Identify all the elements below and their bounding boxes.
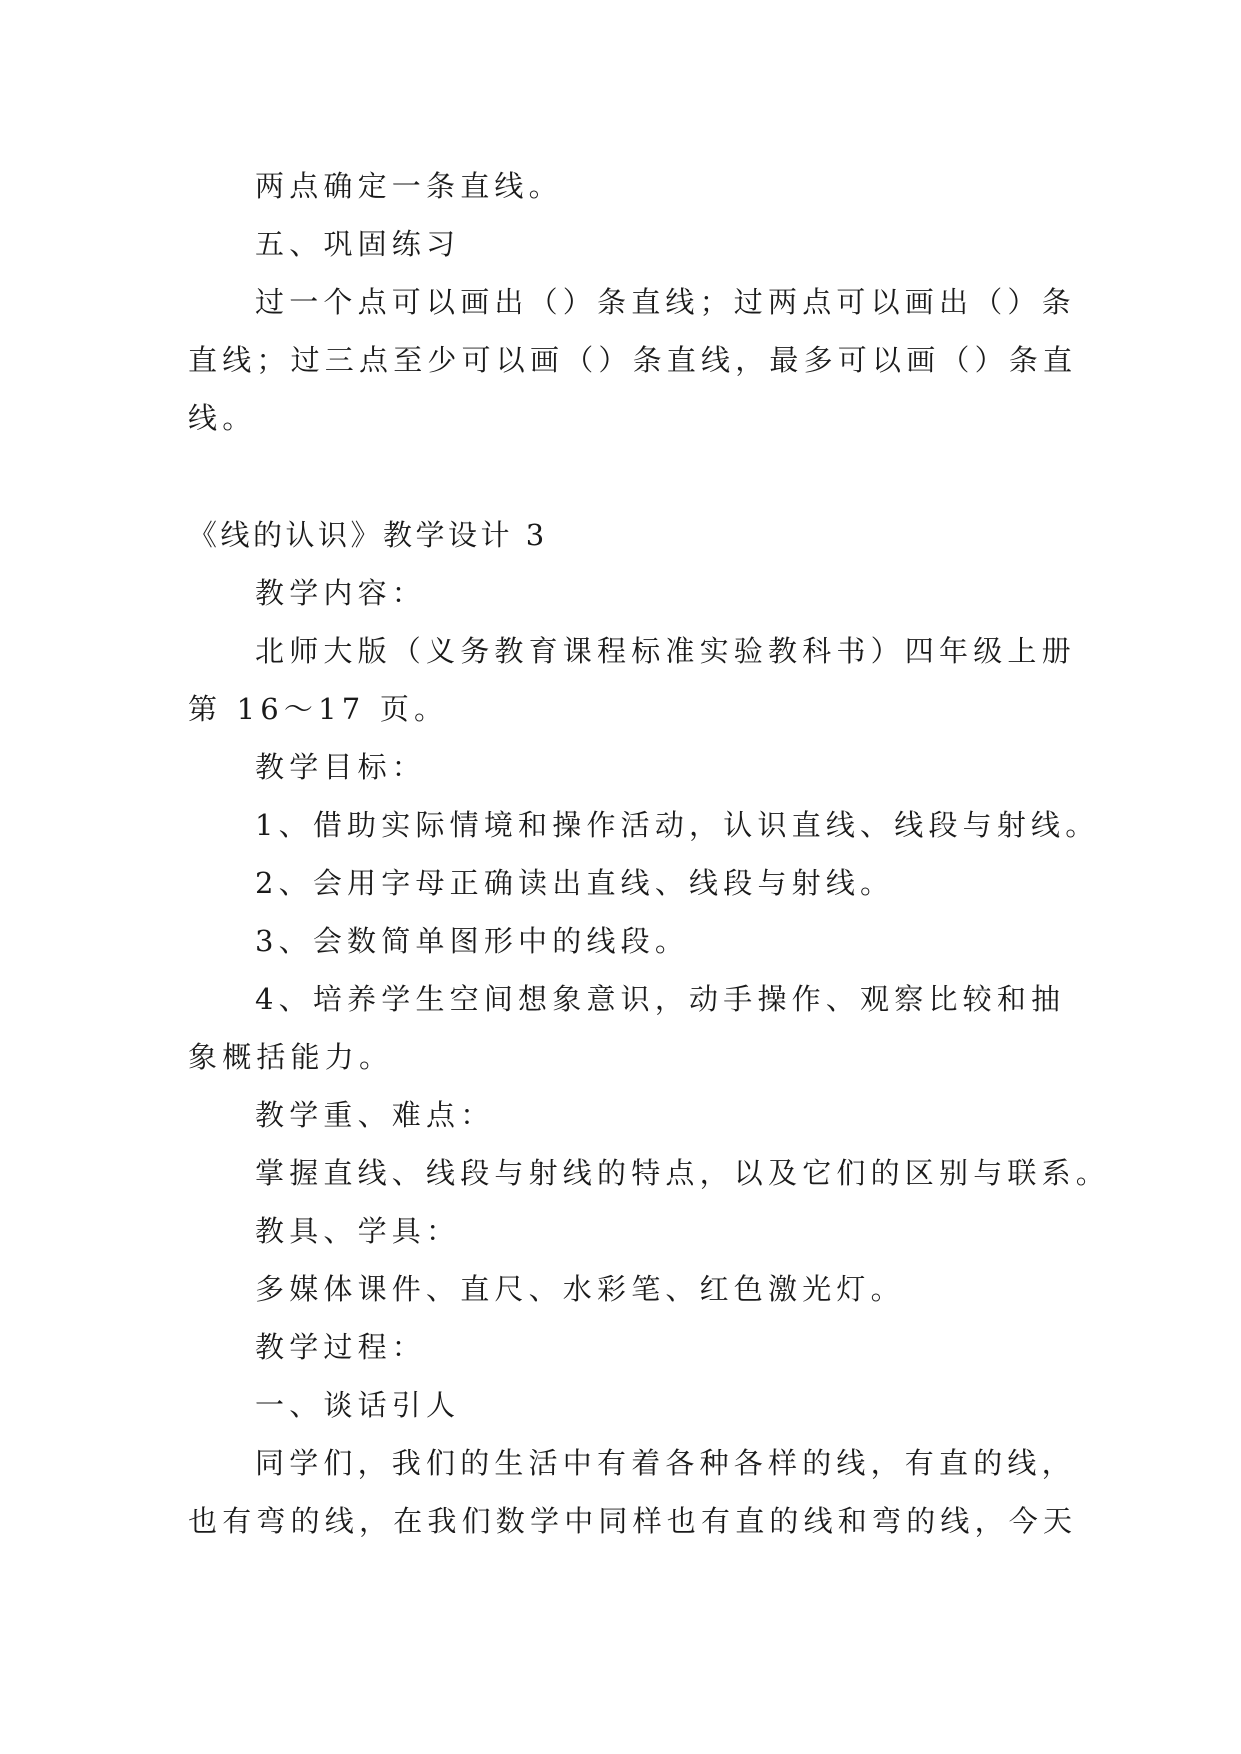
section-heading: 教学重、难点： bbox=[255, 1098, 495, 1132]
section-heading: 教学过程： bbox=[255, 1330, 427, 1364]
list-item: 3、会数简单图形中的线段。 bbox=[255, 924, 690, 958]
section-heading: 教具、学具： bbox=[255, 1214, 461, 1248]
list-item: 4、培养学生空间想象意识，动手操作、观察比较和抽 bbox=[255, 982, 1066, 1016]
paragraph-line: 多媒体课件、直尺、水彩笔、红色激光灯。 bbox=[255, 1272, 905, 1306]
section-heading: 教学目标： bbox=[255, 750, 427, 784]
paragraph-line: 也有弯的线，在我们数学中同样也有直的线和弯的线，今天 bbox=[188, 1504, 1078, 1538]
list-item: 2、会用字母正确读出直线、线段与射线。 bbox=[255, 866, 895, 900]
paragraph-line: 两点确定一条直线。 bbox=[255, 169, 563, 203]
list-item: 1、借助实际情境和操作活动，认识直线、线段与射线。 bbox=[255, 808, 1100, 842]
section-heading: 五、巩固练习 bbox=[255, 227, 461, 261]
paragraph-line: 同学们，我们的生活中有着各种各样的线，有直的线， bbox=[255, 1446, 1076, 1480]
paragraph-line: 直线；过三点至少可以画（）条直线，最多可以画（）条直 bbox=[188, 343, 1078, 377]
paragraph-line: 北师大版（义务教育课程标准实验教科书）四年级上册 bbox=[255, 634, 1076, 668]
paragraph-line: 象概括能力。 bbox=[188, 1040, 394, 1074]
document-title: 《线的认识》教学设计 3 bbox=[188, 518, 548, 552]
paragraph-line: 掌握直线、线段与射线的特点，以及它们的区别与联系。 bbox=[255, 1156, 1111, 1190]
section-heading: 一、谈话引人 bbox=[255, 1388, 461, 1422]
section-heading: 教学内容： bbox=[255, 576, 427, 610]
paragraph-line: 第 16～17 页。 bbox=[188, 692, 449, 726]
paragraph-line: 线。 bbox=[188, 401, 257, 435]
paragraph-line: 过一个点可以画出（）条直线；过两点可以画出（）条 bbox=[255, 285, 1076, 319]
